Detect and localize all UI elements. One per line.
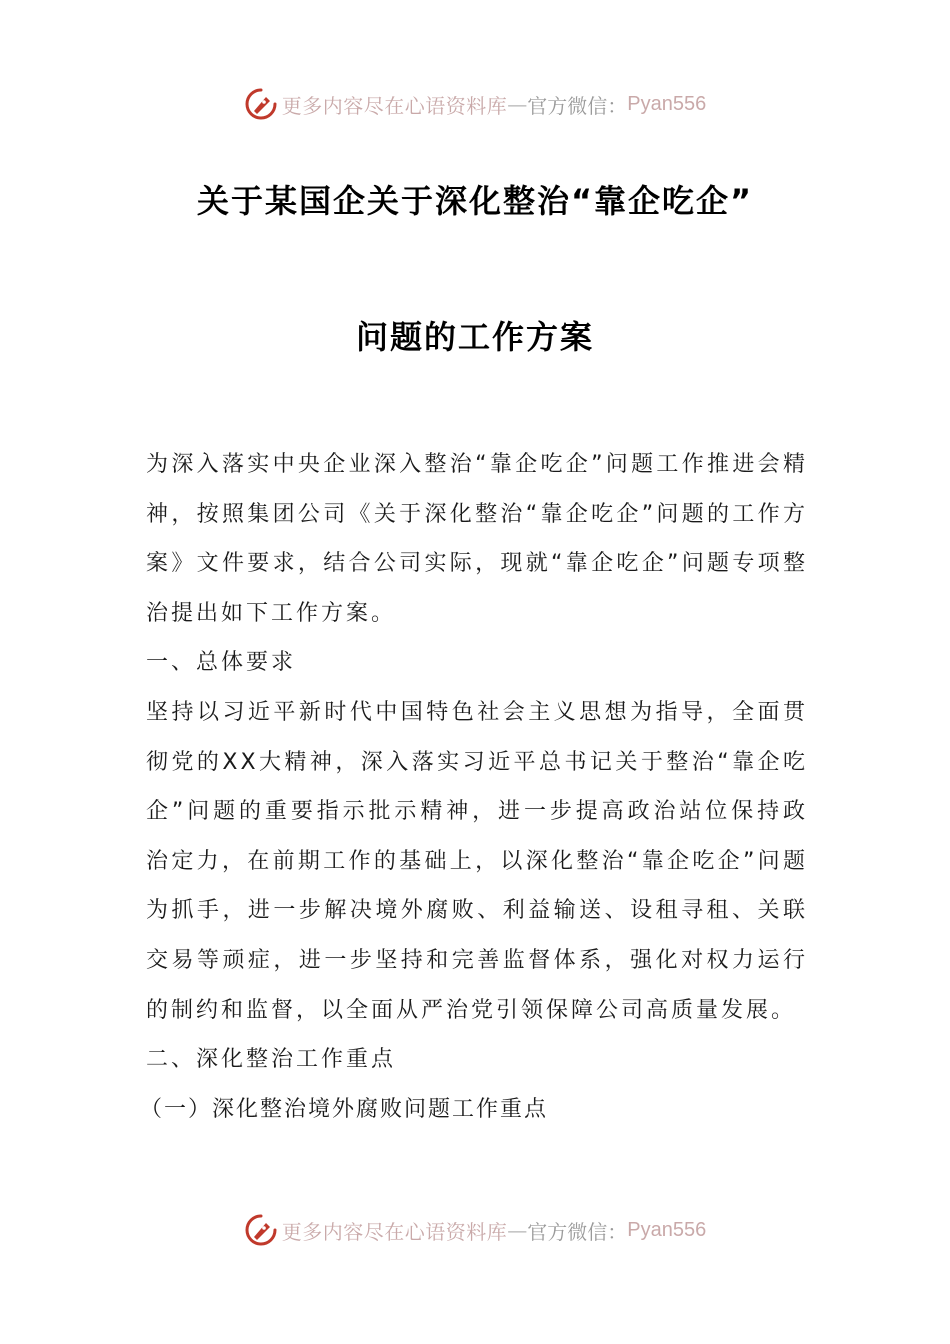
watermark-separator: — — [507, 92, 528, 116]
watermark-wechat-label: 官方微信： — [527, 93, 628, 118]
watermark-text: 更多内容尽在心语资料库 — [281, 93, 508, 118]
watermark-banner-top — [0, 84, 950, 124]
watermark-banner-bottom — [0, 1210, 950, 1250]
intro-paragraph: 为深入落实中央企业深入整治“靠企吃企”问题工作推进会精神，按照集团公司《关于深化整治“靠企吃企”问题的工作方案》文件要求，结合公司实际，现就“靠企吃企”问题专项整治提出如下工作方案。 — [146, 452, 808, 626]
watermark-wechat-label: 官方微信： — [527, 1219, 628, 1244]
pen-nib-circle-icon — [244, 1213, 278, 1247]
document-title-line-2: 问题的工作方案 — [355, 318, 594, 356]
watermark-wechat-id: Pyan556 — [627, 1218, 707, 1241]
watermark-text: 更多内容尽在心语资料库 — [281, 1219, 508, 1244]
document-title-line-1: 关于某国企关于深化整治“靠企吃企” — [196, 182, 754, 220]
watermark-separator: — — [507, 1218, 528, 1242]
pen-nib-circle-icon — [244, 87, 278, 121]
section-1-paragraph: 坚持以习近平新时代中国特色社会主义思想为指导，全面贯彻党的XX大精神，深入落实习近平总书记关于整治“靠企吃企”问题的重要指示批示精神，进一步提高政治站位保持政治定力，在前期工作的基础上，以深化整治“靠企吃企”问题为抓手，进一步解决境外腐败、利益输送、设租寻租、关联交易等顽症，进一步坚持和完善监督体系，强化对权力运行的制约和监督，以全面从严治党引领保障公司高质量发展。 — [146, 699, 808, 1023]
watermark-wechat-id: Pyan556 — [627, 92, 707, 115]
section-2-subheading-1: （一）深化整治境外腐败问题工作重点 — [140, 1096, 549, 1122]
section-1-heading: 一、总体要求 — [146, 650, 297, 676]
document-body — [140, 440, 808, 1134]
section-2-heading: 二、深化整治工作重点 — [146, 1047, 397, 1073]
